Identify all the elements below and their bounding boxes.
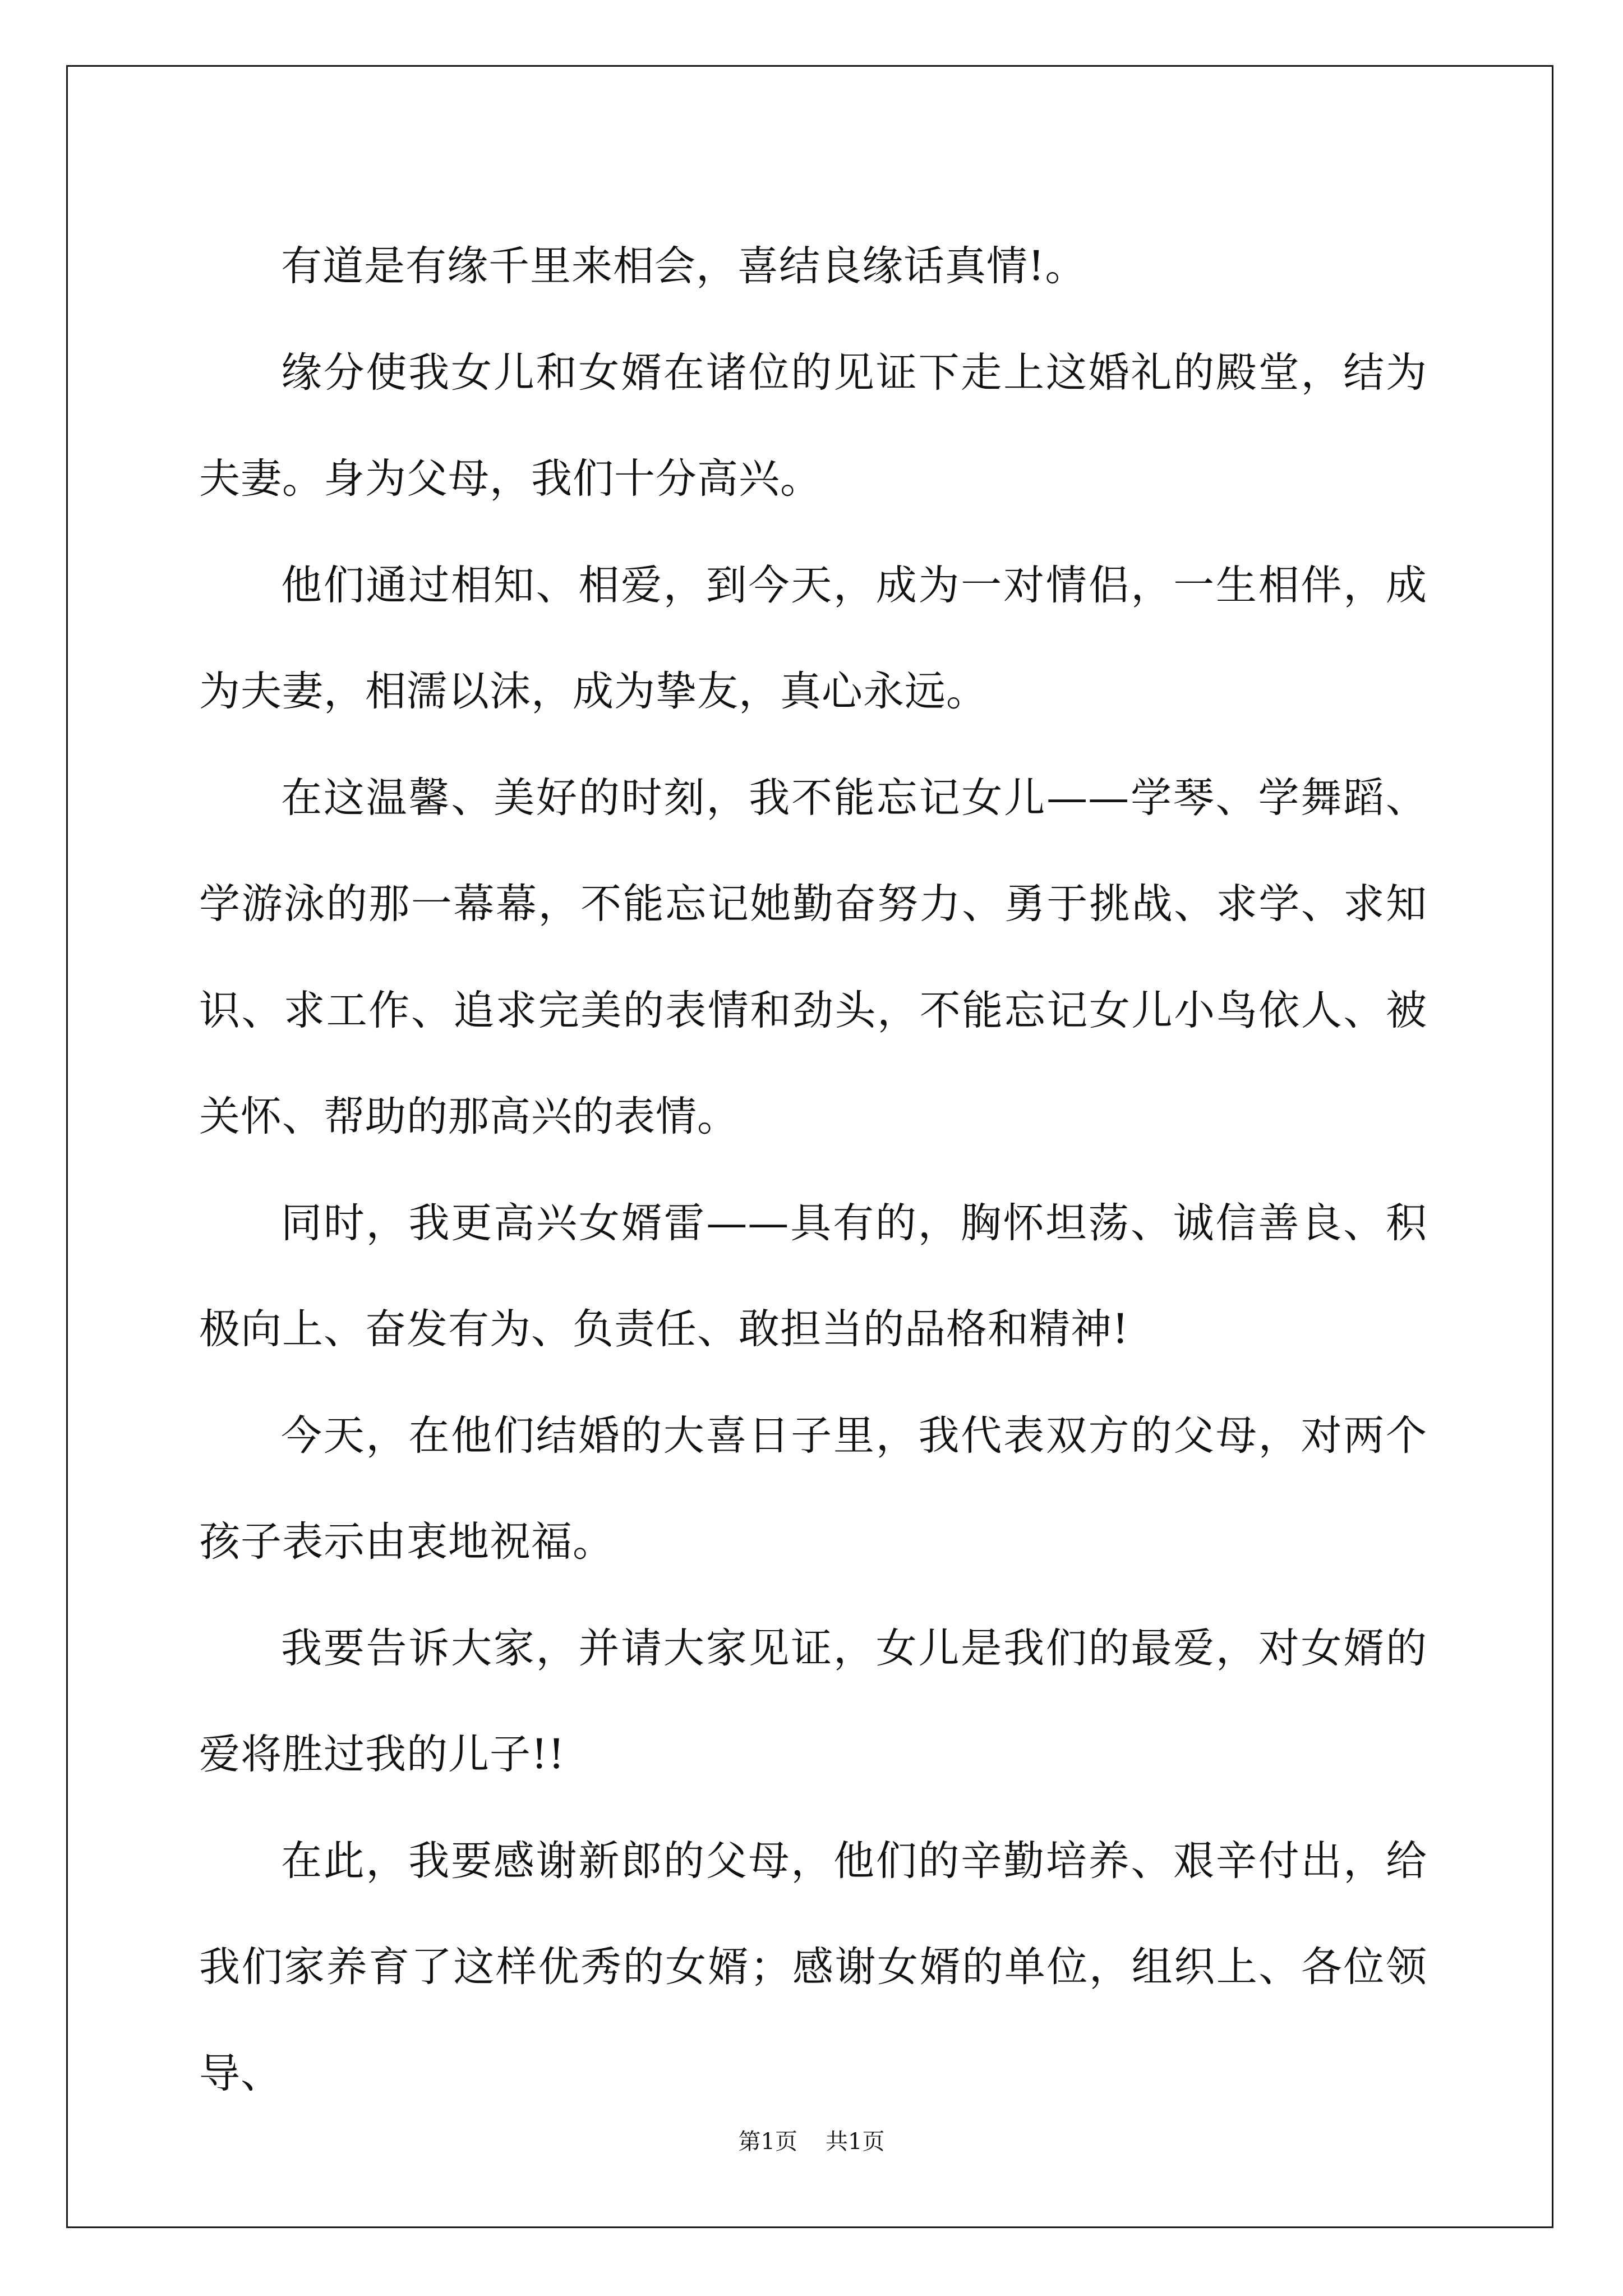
paragraph-3: 他们通过相知、相爱，到今天，成为一对情侣，一生相伴，成为夫妻，相濡以沫，成为挚友，真心永远。 <box>199 561 1427 715</box>
page-total: 共1页 <box>826 2129 885 2155</box>
document-body <box>199 213 1427 2127</box>
page-number: 第1页 <box>738 2129 797 2155</box>
paragraph-7: 我要告诉大家，并请大家见证，女儿是我们的最爱，对女婿的爱将胜过我的儿子!! <box>199 1624 1427 1778</box>
paragraph-2: 缘分使我女儿和女婿在诸位的见证下走上这婚礼的殿堂，结为夫妻。身为父母，我们十分高兴。 <box>199 348 1427 503</box>
paragraph-1: 有道是有缘千里来相会，喜结良缘话真情!。 <box>281 242 1087 290</box>
paragraph-6: 今天，在他们结婚的大喜日子里，我代表双方的父母，对两个孩子表示由衷地祝福。 <box>199 1411 1427 1566</box>
paragraph-8: 在此，我要感谢新郎的父母，他们的辛勤培养、艰辛付出，给我们家养育了这样优秀的女婿；感谢女婿的单位，组织上、各位领导、 <box>199 1837 1427 2097</box>
page-footer <box>0 2124 1623 2156</box>
paragraph-5: 同时，我更高兴女婿雷——具有的，胸怀坦荡、诚信善良、积极向上、奋发有为、负责任、敢担当的品格和精神! <box>199 1199 1427 1353</box>
paragraph-4: 在这温馨、美好的时刻，我不能忘记女儿——学琴、学舞蹈、学游泳的那一幕幕，不能忘记她勤奋努力、勇于挑战、求学、求知识、求工作、追求完美的表情和劲头，不能忘记女儿小鸟依人、被关怀、帮助的那高兴的表情。 <box>199 774 1427 1140</box>
